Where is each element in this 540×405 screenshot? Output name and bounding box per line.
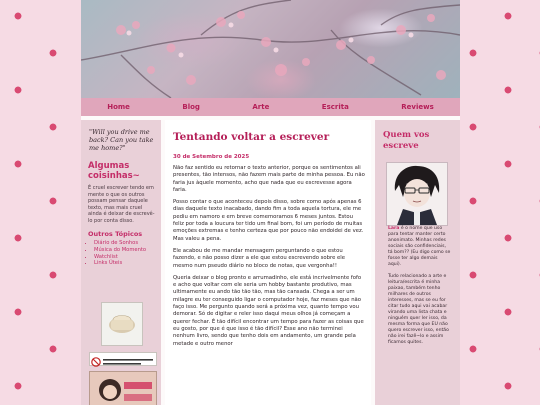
no-smoking-icon: [90, 356, 156, 368]
topic-link-useful[interactable]: • Links Úteis: [94, 260, 161, 267]
post-title: Tentando voltar a escrever: [173, 131, 330, 143]
nav-blog-link[interactable]: Blog: [182, 103, 200, 111]
blog-post: [165, 120, 371, 405]
sidebar-title: Algumas coisinhas~: [88, 161, 140, 181]
thank-you-badge: [89, 352, 157, 366]
about-title: Quem vos escreve: [383, 130, 430, 151]
author-avatar: [386, 162, 448, 226]
about-paragraph-2: Tudo relacionado a arte e leitura/escrita é minha paixao, também tenho milhares de outros interesses, mas se eu for citar tudo aqui vai acabar virando uma lista chata e ninguém quer ler isso, da mesma forma que EU não quero escrever isso, então não irei fazê~lo e assim ficamos quites.: [388, 274, 449, 345]
character-art-icon: [90, 372, 156, 405]
about-text: [388, 226, 452, 352]
cherry-blossom-illustration: [81, 0, 460, 98]
post-paragraph: Não faz sentido eu retornar o texto anterior, porque os sentimentos ali presentes, tão intensos, não fazem mais parte de minha pessoa. Eu não faria jus àquele momento, acho que nada que eu escrevesse agora faria.: [173, 165, 365, 193]
no-smoking-badge: [101, 302, 143, 346]
main-navigation: [81, 98, 460, 116]
right-sidebar: [375, 120, 460, 405]
topic-link-dreams[interactable]: • Diário de Sonhos: [94, 240, 161, 247]
anime-graphic: [89, 371, 157, 405]
page-container: [81, 0, 460, 405]
topic-link-music[interactable]: • Música do Momento: [94, 247, 161, 254]
topic-link-watchlist[interactable]: • Watchlist: [94, 254, 161, 261]
left-sidebar: [81, 120, 161, 405]
bread-stamp-icon: [102, 303, 142, 345]
nav-arte-link[interactable]: Arte: [252, 103, 270, 111]
post-article: [165, 131, 371, 348]
post-date: 30 de Setembro de 2025: [173, 154, 250, 160]
nav-home-link[interactable]: Home: [107, 103, 130, 111]
topics-heading: Outros Tópicos: [88, 230, 143, 238]
nav-escrita-link[interactable]: Escrita: [321, 103, 349, 111]
post-paragraph: Posso contar o que aconteceu depois disso, sobre como após apenas 6 dias daquele texto inacabado, dando fim a toda aquela tortura, ele me pediu em namoro e em breve comemoramos 6 meses juntos. Estou feliz por toda a loucura ter tido um final bom, foi um período de muitas emoções extremas e tenho certeza que por pouco não endoidei de vez. Mas valeu a pena.: [173, 199, 364, 242]
header-banner-image: [81, 0, 460, 98]
post-paragraph: Queria deixar o blog pronto e arrumadinho, ele está incrivelmente fofo e acho que voltar com ele seria um hobby bastante produtivo, mas ultimamente eu ando tão tão tão, mas tão cansada. Chega a ser um milagre eu ter conseguido ligar o computador hoje, faz meses que não faço isso. Me pergunto quando será a próxima vez, quanto tempo vou demorar. Só de digitar e reler isso daqui meus olhos já começam a querer fechar. É tão difícil encontrar um tempo para fazer as coisas que eu gosto, por que é que isso é tão difícil? Esse ano não terminei nenhum livro, sendo que tenho dois em andamento, um grande pela metade e outro menor: [173, 274, 364, 347]
author-portrait-icon: [387, 163, 447, 225]
topics-list: [81, 240, 161, 267]
sidebar-quote: "Will you drive me back? Can you take me home?": [89, 128, 154, 152]
author-name: Lara: [388, 226, 400, 231]
sidebar-description: É cruel escrever tendo em mente o que os outros possam pensar daquele texto, mas mais cruel ainda é deixar de escrevê-lo por conta disso.: [88, 185, 155, 224]
post-paragraph: Ele acabou de me mandar mensagem perguntando o que estou fazendo, e não posso dizer a ele que estou escrevendo sobre ele mesmo num pseudo diário no bloco de notas, que vergonha!!: [173, 247, 346, 269]
about-paragraph-1: é o nome que uso para tentar manter certo anonimato. Minhas redes sociais são confidenciais, tá bom?? (Eu digo como se fosse ter algo demais aqui).: [388, 226, 451, 267]
nav-reviews-link[interactable]: Reviews: [401, 103, 434, 111]
